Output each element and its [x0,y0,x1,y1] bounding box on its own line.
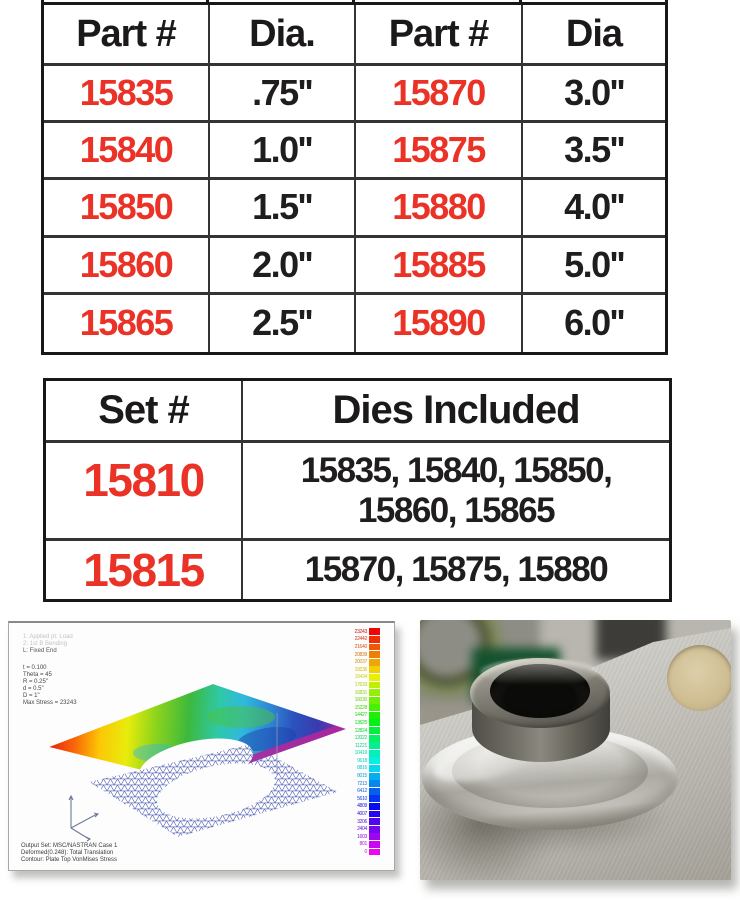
fea-parameters: t = 0.100 Theta = 45 R = 0.25" d = 0.5" D = 1" Max Stress = 23243 [23,665,77,706]
axis-triad-icon [69,796,98,841]
dies-included-list: 15835, 15840, 15850, 15860, 15865 [300,451,612,530]
legend-entry: 23243 [341,628,380,636]
stress-contour-plate [49,684,346,783]
legend-entry: 1603 [341,833,380,841]
set-number-cell: 15815 [46,541,243,599]
part-number-cell: 15865 [44,295,210,352]
table-hole [667,645,731,711]
legend-entry: 8015 [341,772,380,780]
part-number-cell: 15840 [44,123,210,180]
legend-entry: 2404 [341,825,380,833]
col-header-part-2: Part # [356,5,523,66]
part-number-cell: 15870 [356,66,523,123]
legend-entry: 20037 [341,658,380,666]
fea-output-caption: Output Set: MSC/NASTRAN Case 1 Deformed(0.248): Total Translation Contour: Plate Top VonMises Stress [21,843,118,863]
legend-entry: 13625 [341,719,380,727]
legend-entry: 3206 [341,818,380,826]
part-number-cell: 15860 [44,238,210,295]
part-number-cell: 15875 [356,123,523,180]
diameter-cell: 3.5'' [523,123,665,180]
part-number-cell: 15850 [44,180,210,237]
fea-view-labels: 1: Applied pt: Load 2: 1st B Bending L: Fixed End [23,634,73,654]
legend-entry: 12022 [341,734,380,742]
legend-entry: 4809 [341,803,380,811]
diameter-cell: 2.0'' [210,238,356,295]
sets-table [43,378,672,602]
dies-included-list: 15870, 15875, 15880 [304,550,608,590]
diameter-cell: 5.0'' [523,238,665,295]
col-header-part-1: Part # [44,5,210,66]
legend-entry: 21640 [341,643,380,651]
legend-entry: 14427 [341,712,380,720]
part-number-cell: 15885 [356,238,523,295]
legend-entry: 18434 [341,674,380,682]
col-header-dia-2: Dia [523,5,665,66]
legend-entry: 16030 [341,696,380,704]
legend-entry: 17633 [341,681,380,689]
legend-entry: 12824 [341,727,380,735]
part-number-cell: 15890 [356,295,523,352]
legend-entry: 9618 [341,757,380,765]
col-header-dies-included: Dies Included [243,381,669,443]
legend-entry: 19236 [341,666,380,674]
legend-entry: 4007 [341,810,380,818]
legend-entry: 11221 [341,742,380,750]
legend-entry: 0 [341,848,380,856]
diameter-cell: .75'' [210,66,356,123]
legend-entry: 15228 [341,704,380,712]
legend-entry: 7213 [341,780,380,788]
dies-included-cell [243,541,669,599]
rim-highlight [480,659,598,685]
part-number-cell: 15880 [356,180,523,237]
color-legend [341,628,380,856]
diameter-cell: 4.0'' [523,180,665,237]
dies-table [41,2,668,355]
diameter-cell: 6.0'' [564,302,624,344]
legend-entry: 10419 [341,750,380,758]
legend-entry: 801 [341,841,380,849]
legend-entry: 22442 [341,636,380,644]
legend-entry: 5610 [341,795,380,803]
legend-entry: 6412 [341,787,380,795]
diameter-cell: 1.0'' [210,123,356,180]
legend-entry: 16831 [341,689,380,697]
die-photo [420,620,731,880]
dies-included-cell [243,443,669,541]
set-number-cell: 15810 [46,443,243,541]
part-number-cell: 15835 [44,66,210,123]
col-header-set: Set # [46,381,243,443]
stress-contour-plot [9,623,396,873]
diameter-cell: 1.5'' [210,180,356,237]
legend-entry: 8816 [341,765,380,773]
legend-entry: 20839 [341,651,380,659]
diameter-cell: 2.5'' [210,295,356,352]
col-header-dia-1: Dia. [210,5,356,66]
diameter-cell: 3.0'' [523,66,665,123]
fea-simulation-image [8,621,395,871]
